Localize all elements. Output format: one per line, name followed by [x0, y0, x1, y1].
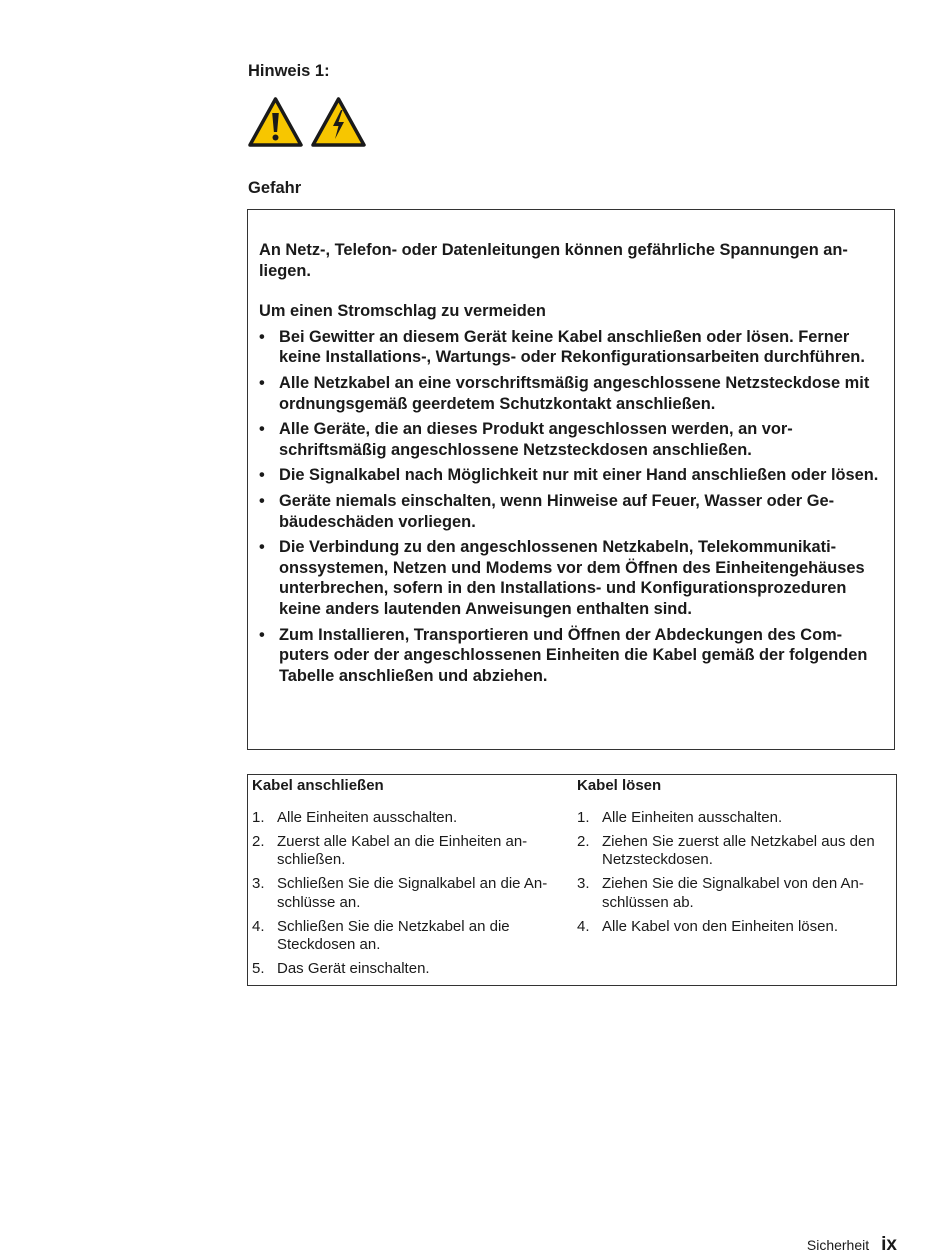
bullet-item [259, 465, 884, 486]
step-item [252, 833, 568, 870]
bullet-text: Geräte niemals einschalten, wenn Hinweise auf Feuer, Wasser oder Gebäudeschäden vorliegen. [279, 491, 835, 531]
step-number: 3. [577, 875, 590, 892]
bullet-item [259, 491, 884, 532]
step-item [577, 809, 892, 828]
bullet-item [259, 419, 884, 460]
disconnect-steps [577, 809, 892, 937]
step-number: 1. [252, 808, 265, 826]
step-number: 2. [252, 832, 265, 850]
bullet-text: Die Verbindung zu den angeschlossenen Netzkabeln, Telekommunikationssystemen, Netzen und Modems vor dem Öffnen des Einheitengehäuses unterbrechen, sofern in den Installations- und Konfigurationsprozeduren keine anders lautenden Anweisungen enthalten sind. [279, 538, 865, 618]
bullet-text: Bei Gewitter an diesem Gerät keine Kabel anschließen oder lösen. Ferner keine Installations-, Wartungs- oder Rekonfigurationsarbeiten durchführen. [279, 327, 865, 367]
bullet-marker: • [259, 373, 265, 392]
bullet-item [259, 327, 884, 368]
step-item [577, 918, 892, 937]
electrical-hazard-icon [310, 96, 367, 149]
step-text: Schließen Sie die Netzkabel an die Steckdosen an. [277, 917, 510, 953]
disconnect-column [572, 775, 896, 985]
step-text: Schließen Sie die Signalkabel an die Anschlüsse an. [277, 875, 548, 911]
bullet-item [259, 625, 884, 687]
step-text: Zuerst alle Kabel an die Einheiten anschließen. [277, 832, 528, 868]
danger-notice-box [247, 209, 895, 750]
bullet-marker: • [259, 538, 265, 557]
step-number: 1. [577, 808, 590, 826]
step-text: Alle Einheiten ausschalten. [602, 808, 783, 826]
step-item [252, 809, 568, 828]
step-number: 5. [252, 960, 265, 977]
step-text: Alle Einheiten ausschalten. [277, 808, 458, 826]
bullet-marker: • [259, 625, 265, 644]
page-footer [807, 1234, 897, 1256]
connect-column-header: Kabel anschließen [252, 777, 384, 794]
page-number: ix [881, 1234, 897, 1255]
bullet-text: Alle Netzkabel an eine vorschriftsmäßig angeschlossene Netzsteckdose mit ordnungsgemäß geerdetem Schutzkontakt anschließen. [279, 373, 870, 413]
bullet-text: Zum Installieren, Transportieren und Öffnen der Abdeckungen des Computers oder der angeschlossenen Einheiten die Kabel gemäß der folgenden Tabelle anschließen und abziehen. [279, 625, 868, 685]
cable-instructions-table [247, 774, 897, 986]
step-item [577, 875, 892, 912]
footer-section-title: Sicherheit [806, 1237, 870, 1253]
bullet-marker: • [259, 466, 265, 485]
hazard-icons [247, 96, 367, 149]
step-text: Ziehen Sie die Signalkabel von den Anschlüssen ab. [602, 875, 864, 911]
step-number: 4. [252, 917, 265, 935]
bullet-text: Die Signalkabel nach Möglichkeit nur mit einer Hand anschließen oder lösen. [279, 466, 879, 485]
danger-bullet-list [259, 327, 884, 687]
bullet-item [259, 537, 884, 619]
step-number: 3. [252, 875, 265, 892]
danger-subheading: Um einen Stromschlag zu vermeiden [259, 302, 546, 321]
step-item [252, 960, 568, 979]
step-item [252, 918, 568, 955]
step-item [577, 833, 892, 870]
step-text: Ziehen Sie zuerst alle Netzkabel aus den Netzsteckdosen. [602, 832, 875, 868]
bullet-text: Alle Geräte, die an dieses Produkt angeschlossen werden, an vorschriftsmäßig angeschlossene Netzsteckdosen anschließen. [279, 420, 793, 459]
step-number: 4. [577, 917, 590, 935]
step-item [252, 875, 568, 912]
danger-intro: An Netz-, Telefon- oder Datenleitungen können gefährliche Spannungen anliegen. [259, 241, 848, 280]
disconnect-column-header: Kabel lösen [577, 777, 662, 794]
connect-steps [252, 809, 568, 979]
warning-exclamation-icon [247, 96, 304, 149]
bullet-marker: • [259, 420, 265, 439]
bullet-marker: • [259, 491, 265, 510]
connect-column [248, 775, 572, 985]
bullet-marker: • [259, 327, 265, 346]
bullet-item [259, 373, 884, 414]
step-text: Das Gerät einschalten. [277, 960, 430, 977]
note-heading: Hinweis 1: [248, 62, 330, 80]
step-text: Alle Kabel von den Einheiten lösen. [602, 917, 839, 935]
danger-heading: Gefahr [248, 179, 302, 197]
step-number: 2. [577, 832, 590, 850]
